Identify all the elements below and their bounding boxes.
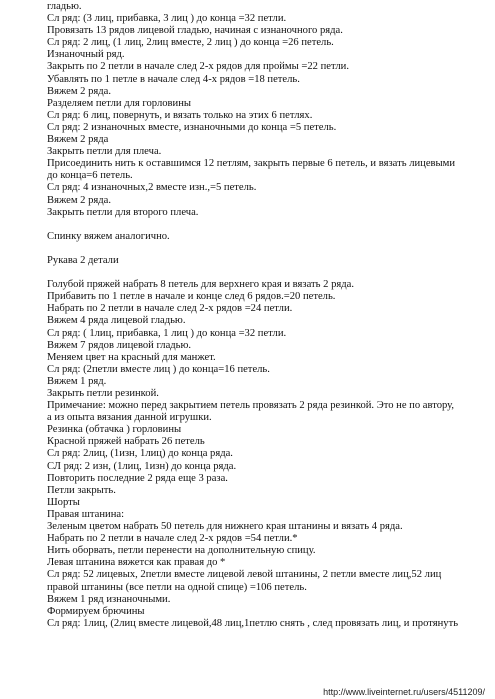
text-line: Изнаночный ряд. [47,49,125,61]
text-line: до конца=6 петель. [47,170,133,182]
text-line: Закрыть петли резинкой. [47,388,159,399]
text-line: Набрать по 2 петли в начале след 2-х рядов =24 петли. [47,303,293,315]
text-line: Сл ряд: 2 лиц, (1 лиц, 2лиц вместе, 2 лиц ) до конца =26 петель. [47,37,334,49]
text-line: а из опыта вязания данной игрушки. [47,412,212,424]
text-line: Закрыть петли для второго плеча. [47,206,199,218]
text-line: Разделяем петли для горловины [47,97,192,109]
text-line: Сл ряд: ( 1лиц, прибавка, 1 лиц ) до конца =32 петли. [47,327,287,339]
text-line: Вяжем 1 ряд. [47,375,107,387]
blank-line [47,243,487,255]
text-line: Набрать по 2 петли в начале след 2-х рядов =54 петли.* [47,533,298,545]
text-line: Петли закрыть. [47,484,116,496]
blank-line [47,219,487,231]
text-line: Вяжем 2 ряда. [47,85,112,97]
text-line: Голубой пряжей набрать 8 петель для верхнего края и вязать 2 ряда. [47,279,354,291]
text-line: СЛ ряд: 2 изн, (1лиц, 1изн) до конца ряда. [47,460,237,472]
text-line: Сл ряд: 52 лицевых, 2петли вместе лицевой левой штанины, 2 петли вместе лиц,52 лиц [47,569,442,581]
text-line: Сл ряд: 6 лиц, повернуть, и вязать только на этих 6 петлях. [47,109,313,121]
text-line: Убавлять по 1 петле в начале след 4-х рядов =18 петель. [47,73,300,85]
text-line: Сл ряд: 4 изнаночных,2 вместе изн.,=5 петель. [47,182,257,194]
text-line: Сл ряд: (2петли вместе лиц ) до конца=16 петель. [47,363,270,375]
text-line: правой штанины (все петли на одной спице) =106 петель. [47,581,307,593]
text-line: Закрыть по 2 петли в начале след 2-х рядов для проймы =22 петли. [47,61,349,73]
text-line: Рукава 2 детали [47,254,119,266]
text-line: Формируем брючины [47,605,145,617]
text-line: Красной пряжей набрать 26 петель [47,436,205,448]
text-line: Присоединить нить к оставшимся 12 петлям, закрыть первые 6 петель, и вязать лицевыми [47,158,456,170]
text-line: гладью. [47,1,82,12]
text-line: Шорты [47,496,80,508]
text-line: Резинка (обтачка ) горловины [47,424,182,436]
text-line: Сл ряд: 2 изнаночных вместе, изнаночными до конца =5 петель. [47,121,337,133]
document-text [47,1,487,630]
text-line: Вяжем 2 ряда [47,134,109,146]
text-line: Вяжем 7 рядов лицевой гладью. [47,339,192,351]
text-line: Сл ряд: (3 лиц, прибавка, 3 лиц ) до конца =32 петли. [47,13,287,25]
text-line: Нить оборвать, петли перенести на дополнительную спицу. [47,545,316,557]
text-line: Закрыть петли для плеча. [47,146,162,158]
source-url-footer: http://www.liveinternet.ru/users/4511209/ [323,687,485,697]
text-line: Левая штанина вяжется как правая до * [47,557,226,569]
text-line: Повторить последние 2 ряда еще 3 раза. [47,472,228,484]
text-line: Сл ряд: 1лиц, (2лиц вместе лицевой,48 лиц,1петлю снять , след провязать лиц, и протянуть [47,617,459,629]
text-line: Меняем цвет на красный для манжет. [47,351,216,363]
text-line: Зеленым цветом набрать 50 петель для нижнего края штанины и вязать 4 ряда. [47,521,403,533]
blank-line [47,267,487,279]
text-line: Вяжем 4 ряда лицевой гладью. [47,315,186,327]
text-line: Правая штанина: [47,508,125,520]
text-line: Сл ряд: 2лиц, (1изн, 1лиц) до конца ряда. [47,448,233,460]
text-line: Вяжем 2 ряда. [47,194,112,206]
text-line: Прибавить по 1 петле в начале и конце след 6 рядов.=20 петель. [47,291,336,303]
text-line: Вяжем 1 ряд изнаночными. [47,593,171,605]
text-line: Провязать 13 рядов лицевой гладью, начиная с изнаночного ряда. [47,25,343,37]
text-line: Спинку вяжем аналогично. [47,230,170,242]
text-line: Примечание: можно перед закрытием петель провязать 2 ряда резинкой. Это не по автору, [47,400,455,412]
